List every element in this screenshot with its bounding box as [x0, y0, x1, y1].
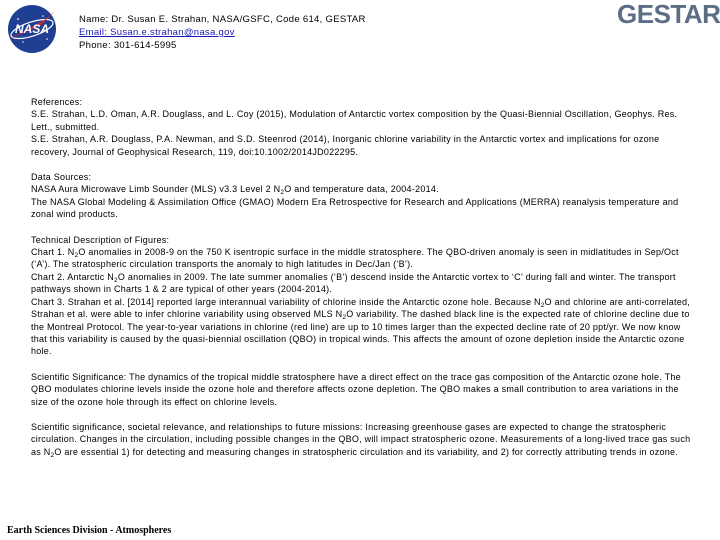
reference-1: S.E. Strahan, L.D. Oman, A.R. Douglass, and L. Coy (2015), Modulation of Antarctic vortex composition by the Quasi-Biennial Oscillation, Geophys. Res. Lett., submitted.: [31, 109, 678, 132]
data-source-2: The NASA Global Modeling & Assimilation Office (GMAO) Modern Era Retrospective for Research and Applications (MERRA) reanalysis temperature and zonal wind products.: [31, 196, 679, 220]
future-text-end: O are essential 1) for detecting and measuring changes in stratospheric circulation and its variability, and 2) for correctly attributing trends in ozone.: [54, 446, 679, 457]
references-section: [31, 96, 691, 158]
contact-email-link[interactable]: Email: Susan.e.strahan@nasa.gov: [79, 27, 235, 38]
chart-3-description-end: O variability. The dashed black line is the expected rate of chlorine decline due to the Montreal Protocol. The year-to-year variations in chlorine (red line) are up to 10 times larger than the expected decline rate of 20 ppt/yr. We now know that this variability is caused by the quasi-biennial oscillation (QBO) in tropical winds. This affects the amount of ozone depletion inside the Antarctic ozone hole.: [31, 309, 690, 357]
contact-name: Name: Dr. Susan E. Strahan, NASA/GSFC, Code 614, GESTAR: [79, 14, 366, 25]
significance-section: [31, 371, 691, 408]
technical-section: [31, 234, 691, 358]
significance-text: Scientific Significance: The dynamics of the tropical middle stratosphere have a direct effect on the trace gas composition of the Antarctic ozone hole. The QBO modulates chlorine levels inside the ozone hole and therefore affects ozone depletion. The QBO makes a small contribution to area variations in the size of the ozone hole through its effect on chlorine levels.: [31, 371, 681, 407]
subscript: 2: [50, 451, 55, 459]
subscript: 2: [74, 252, 79, 260]
contact-block: [79, 13, 366, 52]
subscript: 2: [342, 314, 347, 322]
chart-1-description-end: O anomalies in 2008-9 on the 750 K isentropic surface in the middle stratosphere. The QBO-driven anomaly is seen in midlatitudes in Sep/Oct (‘A’). The stratospheric circulation transports the anomaly to high latitudes in Dec/Jan (‘B’).: [31, 247, 679, 270]
nasa-logo: [3, 3, 61, 55]
svg-text:NASA: NASA: [14, 22, 50, 36]
subscript: 2: [280, 189, 285, 197]
chart-3-description-mid: O and chlorine are anti-correlated, Strahan et al. were able to infer chlorine variability using observed MLS N: [31, 296, 690, 320]
future-text: Scientific significance, societal relevance, and relationships to future missions: Increasing greenhouse gases are expected to change the stratospheric circulation. Changes in the circulation, including possible changes in the QBO, will impact stratospheric ozone. Measurements of a long-lived trace gas such as N: [31, 421, 691, 457]
references-heading: References:: [31, 97, 83, 107]
technical-heading: Technical Description of Figures:: [31, 234, 170, 245]
footer-division: Earth Sciences Division - Atmospheres: [7, 525, 172, 536]
chart-2-description-end: O anomalies in 2009. The late summer anomalies (‘B’) descend inside the Antarctic vortex to ‘C’ during fall and winter. The transport pathways shown in Charts 1 & 2 are typical of other years (2004-2014).: [31, 271, 676, 295]
data-sources-heading: Data Sources:: [31, 172, 92, 183]
data-source-1: NASA Aura Microwave Limb Sounder (MLS) v3.3 Level 2 N: [31, 184, 281, 195]
main-content: [31, 96, 691, 471]
data-sources-section: [31, 171, 691, 221]
chart-3-description: Chart 3. Strahan et al. [2014] reported large interannual variability of chlorine inside the Antarctic ozone hole. Because N: [31, 296, 541, 307]
data-source-1-end: O and temperature data, 2004-2014.: [284, 184, 439, 195]
chart-2-description: Chart 2. Antarctic N: [31, 271, 115, 282]
future-section: [31, 421, 691, 458]
chart-1-description: Chart 1. N: [31, 247, 75, 258]
subscript: 2: [540, 301, 545, 309]
gestar-logo: GESTAR: [617, 0, 720, 29]
contact-phone: Phone: 301-614-5995: [79, 40, 177, 51]
subscript: 2: [114, 276, 118, 284]
reference-2: S.E. Strahan, A.R. Douglass, P.A. Newman, and S.D. Steenrod (2014), Inorganic chlorine variability in the Antarctic vortex and implications for ozone recovery, Journal of Geophysical Research, 119, doi:10.1002/2014JD022295.: [31, 134, 660, 157]
